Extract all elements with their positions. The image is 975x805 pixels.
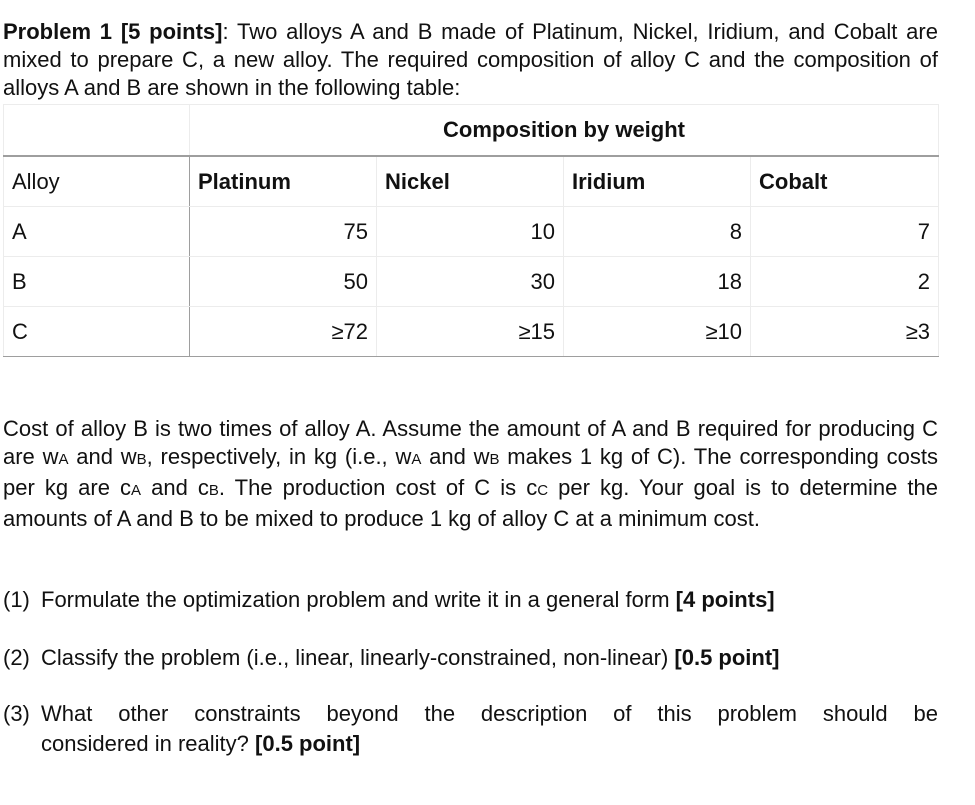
value-cell: 75 (190, 207, 377, 257)
value-cell: 10 (377, 207, 564, 257)
question-number: (1) (3, 587, 30, 612)
value-cell: 50 (190, 257, 377, 307)
column-header-iridium: Iridium (564, 156, 751, 207)
composition-table (3, 104, 939, 357)
alloy-cell: C (4, 307, 190, 357)
question-text: What other constraints beyond the description of this problem should be (41, 701, 938, 726)
value-cell: 7 (751, 207, 939, 257)
question-points: [4 points] (675, 587, 775, 612)
column-header-alloy: Alloy (4, 156, 190, 207)
text-run: and w (68, 444, 137, 469)
subscript: A (131, 482, 142, 499)
question-number: (2) (3, 645, 30, 670)
value-cell: ≥3 (751, 307, 939, 357)
question-text: Classify the problem (i.e., linear, linearly-constrained, non-linear) (41, 645, 675, 670)
text-run: and c (141, 475, 209, 500)
text-run: and w (421, 444, 490, 469)
value-cell: 30 (377, 257, 564, 307)
question-text: Formulate the optimization problem and write it in a general form (41, 587, 676, 612)
alloy-cell: A (4, 207, 190, 257)
subscript: C (537, 482, 549, 499)
problem-label: Problem 1 [5 points] (3, 19, 223, 44)
cost-paragraph (3, 415, 938, 533)
table-row (4, 307, 939, 357)
alloy-cell: B (4, 257, 190, 307)
text-run: , respectively, in kg (i.e., w (146, 444, 412, 469)
question-points: [0.5 point] (674, 645, 780, 670)
intro-text: : Two alloys A and B made of Platinum, Nickel, Iridium, and Cobalt are mixed to prepare C, a new alloy. The required composition of alloy C and the composition of alloys A and B are shown in the following table: (3, 19, 938, 100)
column-header-cobalt: Cobalt (751, 156, 939, 207)
value-cell: 18 (564, 257, 751, 307)
value-cell: ≥72 (190, 307, 377, 357)
table-row (4, 207, 939, 257)
value-cell: 8 (564, 207, 751, 257)
problem-intro (3, 18, 938, 102)
value-cell: ≥10 (564, 307, 751, 357)
question-text-cont: considered in reality? (41, 731, 256, 756)
question-1 (3, 585, 938, 615)
empty-header-cell (4, 105, 190, 157)
value-cell: ≥15 (377, 307, 564, 357)
table-row (4, 257, 939, 307)
subscript: A (411, 451, 422, 468)
column-header-nickel: Nickel (377, 156, 564, 207)
column-header-platinum: Platinum (190, 156, 377, 207)
question-points: [0.5 point] (255, 731, 361, 756)
text-run: per kg. Your goal is to determine the amounts of A and B to be mixed to produce 1 kg of alloy C at a minimum cost. (3, 475, 939, 531)
question-2 (3, 643, 938, 673)
question-3 (3, 699, 938, 759)
group-header: Composition by weight (190, 105, 939, 157)
subscript: B (208, 482, 219, 499)
value-cell: 2 (751, 257, 939, 307)
subscript: B (489, 451, 500, 468)
subscript: B (136, 451, 147, 468)
text-run: makes 1 kg of C). The corresponding costs per kg are c (3, 444, 938, 500)
question-number: (3) (3, 701, 30, 726)
text-run: Cost of alloy B is two times of alloy A. Assume the amount of A and B required for producing C are w (3, 416, 938, 469)
subscript: A (58, 451, 69, 468)
text-run: . The production cost of C is c (218, 475, 538, 500)
